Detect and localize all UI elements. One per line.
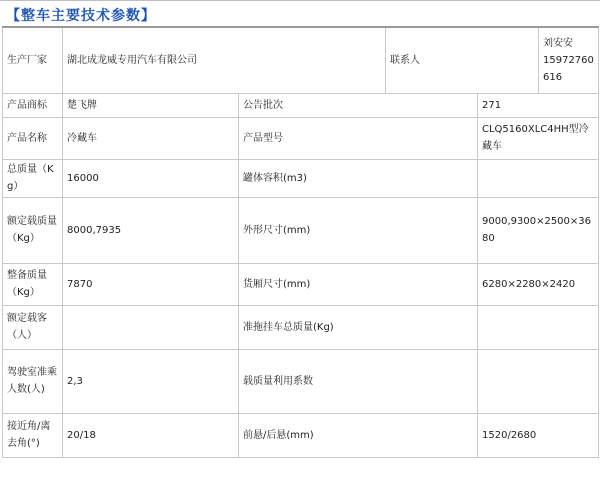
overhang-label: 前悬/后悬(mm) [239, 413, 478, 457]
tank-volume-label: 罐体容积(m3) [239, 159, 478, 197]
contact-phone-1: 15972760 [543, 54, 594, 66]
product-name-label: 产品名称 [3, 117, 63, 159]
cab-seats-label: 驾驶室准乘人数(人) [3, 349, 63, 413]
rated-load-label: 额定载质量（Kg） [3, 197, 63, 263]
spec-table [2, 26, 599, 458]
table-row [3, 27, 599, 93]
load-utilization-label: 载质量利用系数 [239, 349, 478, 413]
approach-departure-angle-value: 20/18 [63, 413, 239, 457]
model-value: CLQ5160XLC4HH型冷藏车 [478, 117, 599, 159]
brand-label: 产品商标 [3, 93, 63, 117]
product-name-value: 冷藏车 [63, 117, 239, 159]
brand-value: 楚飞牌 [63, 93, 239, 117]
rated-load-value: 8000,7935 [63, 197, 239, 263]
overall-dimensions-label: 外形尺寸(mm) [239, 197, 478, 263]
gross-mass-label: 总质量（Kg） [3, 159, 63, 197]
table-row [3, 93, 599, 117]
table-row [3, 197, 599, 263]
section-title: 【整车主要技术参数】 [6, 8, 156, 24]
approach-departure-angle-label: 接近角/离去角(°) [3, 413, 63, 457]
curb-mass-label: 整备质量（Kg） [3, 263, 63, 305]
batch-value: 271 [478, 93, 599, 117]
trailer-mass-label: 准拖挂车总质量(Kg) [239, 305, 478, 349]
section-header [0, 0, 600, 27]
trailer-mass-value [478, 305, 599, 349]
table-row [3, 305, 599, 349]
model-label: 产品型号 [239, 117, 478, 159]
contact-label: 联系人 [386, 27, 539, 93]
cab-seats-value: 2,3 [63, 349, 239, 413]
table-row [3, 159, 599, 197]
load-utilization-value [478, 349, 599, 413]
overall-dimensions-value: 9000,9300×2500×3680 [478, 197, 599, 263]
cargo-box-size-label: 货厢尺寸(mm) [239, 263, 478, 305]
table-row [3, 349, 599, 413]
rated-passengers-label: 额定载客（人） [3, 305, 63, 349]
manufacturer-label: 生产厂家 [3, 27, 63, 93]
contact-phone-2: 616 [543, 71, 563, 83]
table-row [3, 117, 599, 159]
overhang-value: 1520/2680 [478, 413, 599, 457]
curb-mass-value: 7870 [63, 263, 239, 305]
contact-name: 刘安安 [543, 37, 573, 49]
table-row [3, 263, 599, 305]
gross-mass-value: 16000 [63, 159, 239, 197]
batch-label: 公告批次 [239, 93, 478, 117]
contact-info [539, 27, 599, 93]
manufacturer-value: 湖北成龙威专用汽车有限公司 [63, 27, 386, 93]
tank-volume-value [478, 159, 599, 197]
rated-passengers-value [63, 305, 239, 349]
table-row [3, 413, 599, 457]
cargo-box-size-value: 6280×2280×2420 [478, 263, 599, 305]
